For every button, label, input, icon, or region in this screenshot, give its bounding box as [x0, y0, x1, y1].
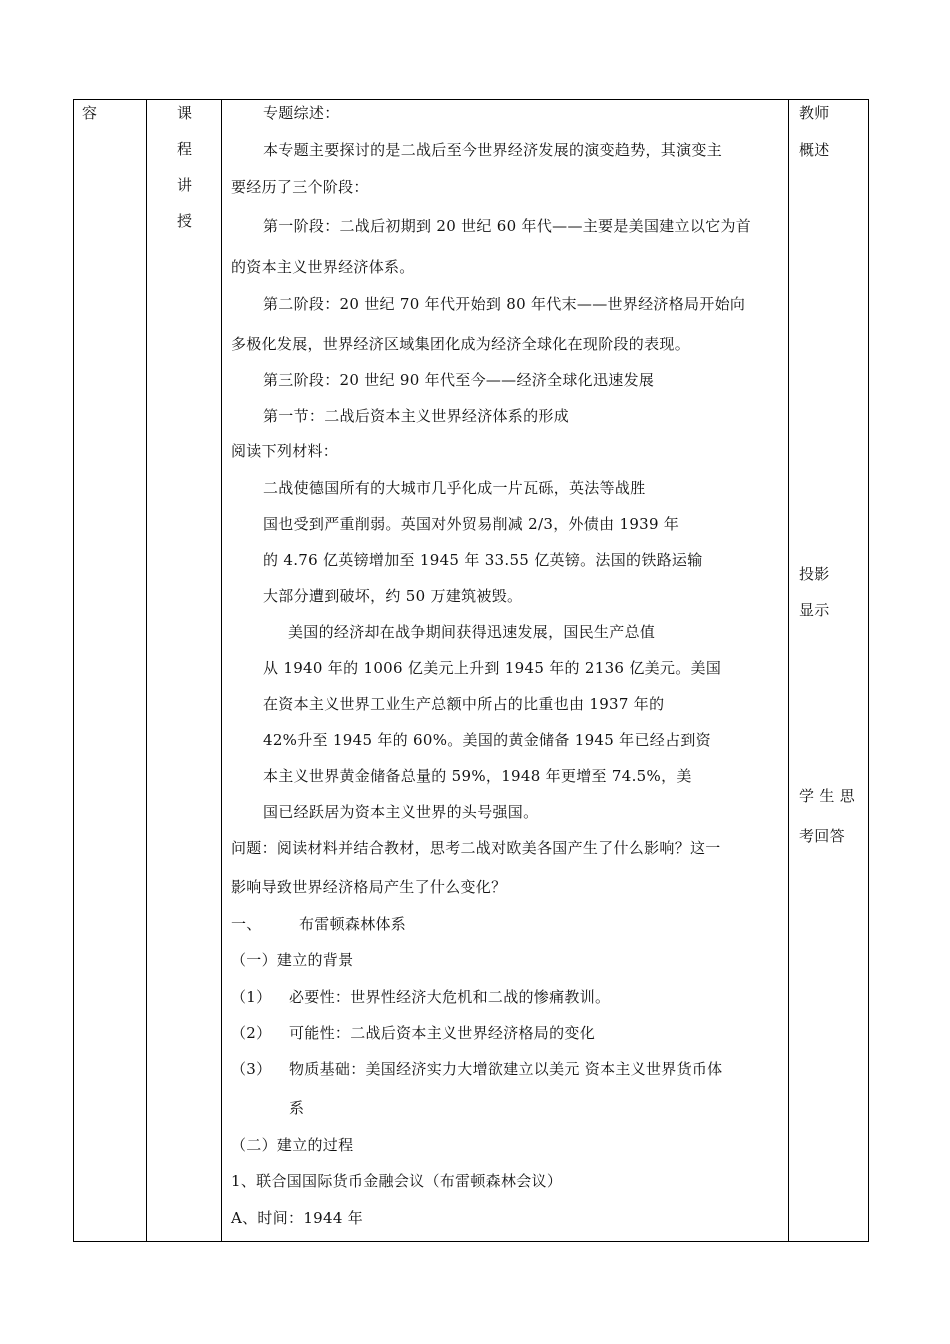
subsection-heading: （一）建立的背景 — [231, 951, 354, 969]
body-line: 影响导致世界经济格局产生了什么变化？ — [231, 878, 507, 896]
material-line: 从 1940 年的 1006 亿美元上升到 1945 年的 2136 亿美元。美国 — [263, 659, 722, 677]
list-marker: （1） — [231, 988, 272, 1006]
list-marker: （2） — [231, 1024, 272, 1042]
material-line: 本主义世界黄金储备总量的 59%，1948 年更增至 74.5%，美 — [263, 767, 692, 785]
material-line: 在资本主义世界工业生产总额中所占的比重也由 1937 年的 — [263, 695, 665, 713]
body-line: 阅读下列材料： — [231, 442, 339, 460]
body-line: 第一阶段：二战后初期到 20 世纪 60 年代——主要是美国建立以它为首 — [263, 217, 752, 235]
list-item: 必要性：世界性经济大危机和二战的惨痛教训。 — [289, 988, 611, 1006]
student-note-line: 考回答 — [799, 827, 845, 845]
section-heading: 布雷顿森林体系 — [299, 915, 407, 933]
list-item-continuation: 系 — [289, 1099, 305, 1117]
material-line: 大部分遭到破坏，约 50 万建筑被毁。 — [263, 587, 523, 605]
teacher-note-line: 教师 — [799, 104, 830, 122]
material-line: 国也受到严重削弱。英国对外贸易削减 2/3，外债由 1939 年 — [263, 515, 680, 533]
list-item: 可能性：二战后资本主义世界经济格局的变化 — [289, 1024, 596, 1042]
column-divider-1 — [146, 99, 147, 1241]
column-2-char: 授 — [177, 212, 193, 230]
material-line: 美国的经济却在战争期间获得迅速发展，国民生产总值 — [288, 623, 656, 641]
column-divider-2 — [221, 99, 222, 1241]
student-note-line: 学 生 思 — [799, 787, 856, 805]
body-line: A、时间：1944 年 — [231, 1209, 364, 1227]
body-line: 多极化发展，世界经济区域集团化成为经济全球化在现阶段的表现。 — [231, 335, 691, 353]
body-line: 第一节：二战后资本主义世界经济体系的形成 — [263, 407, 570, 425]
body-line: 专题综述： — [263, 104, 340, 122]
column-2-char: 讲 — [177, 176, 193, 194]
material-line: 的 4.76 亿英镑增加至 1945 年 33.55 亿英镑。法国的铁路运输 — [263, 551, 703, 569]
body-line: 本专题主要探讨的是二战后至今世界经济发展的演变趋势，其演变主 — [263, 141, 723, 159]
body-line: 要经历了三个阶段： — [231, 178, 369, 196]
column-divider-3 — [788, 99, 789, 1241]
column-2-char: 程 — [177, 140, 193, 158]
projection-note-line: 显示 — [799, 601, 830, 619]
body-line: 问题：阅读材料并结合教材，思考二战对欧美各国产生了什么影响？这一 — [231, 839, 721, 857]
body-line: 第二阶段：20 世纪 70 年代开始到 80 年代末——世界经济格局开始向 — [263, 295, 746, 313]
list-item: 物质基础：美国经济实力大增欲建立以美元 资本主义世界货币体 — [289, 1060, 723, 1078]
teacher-note-line: 概述 — [799, 141, 830, 159]
material-line: 42%升至 1945 年的 60%。美国的黄金储备 1945 年已经占到资 — [263, 731, 711, 749]
column-1-label: 容 — [82, 104, 98, 122]
section-number: 一、 — [231, 915, 262, 933]
body-line: 1、联合国国际货币金融会议（布雷顿森林会议） — [231, 1172, 563, 1190]
body-line: 第三阶段：20 世纪 90 年代至今——经济全球化迅速发展 — [263, 371, 655, 389]
body-line: 的资本主义世界经济体系。 — [231, 258, 415, 276]
material-line: 国已经跃居为资本主义世界的头号强国。 — [263, 803, 539, 821]
material-line: 二战使德国所有的大城市几乎化成一片瓦砾，英法等战胜 — [263, 479, 646, 497]
column-2-char: 课 — [177, 104, 193, 122]
list-marker: （3） — [231, 1060, 272, 1078]
subsection-heading: （二）建立的过程 — [231, 1136, 354, 1154]
projection-note-line: 投影 — [799, 565, 830, 583]
